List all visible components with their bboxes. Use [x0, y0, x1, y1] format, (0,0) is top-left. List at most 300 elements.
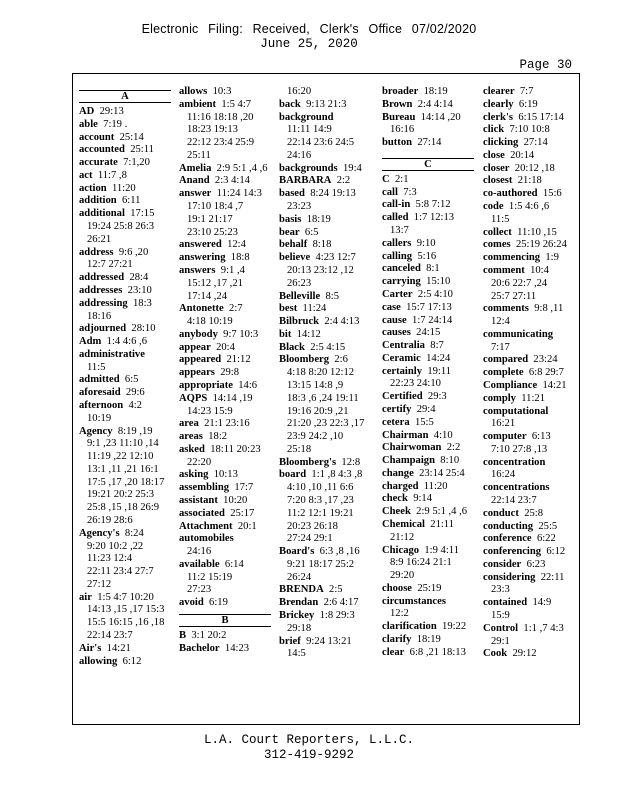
index-entry — [483, 457, 575, 470]
index-entry — [483, 623, 575, 636]
index-entry — [179, 508, 271, 521]
index-references: 1:8 29:3 — [319, 610, 355, 622]
index-references-continued: 26:23 — [287, 277, 312, 289]
index-references-continued: 22:23 24:10 — [390, 378, 441, 390]
index-references: 18:2 — [208, 431, 228, 443]
index-entry — [483, 124, 575, 137]
index-term: avoid — [179, 597, 204, 609]
index-references: 19:4 — [342, 162, 362, 174]
index-entry — [382, 340, 474, 353]
index-entry — [279, 303, 371, 316]
index-references: 1:4 4:6 ,6 — [106, 336, 147, 348]
index-term: comments — [483, 303, 529, 315]
index-references: 3:1 20:2 — [191, 630, 227, 642]
index-references-continued: 16:21 — [491, 418, 516, 430]
index-entry — [483, 252, 575, 265]
index-term: cetera — [382, 416, 410, 428]
index-entry — [382, 353, 474, 366]
index-entry — [483, 533, 575, 546]
index-entry — [382, 327, 474, 340]
index-references: 7:1,20 — [123, 157, 150, 169]
index-term: aforesaid — [79, 387, 121, 399]
index-term: additional — [79, 208, 125, 220]
index-references: 23:14 25:4 — [419, 467, 465, 479]
index-entry — [382, 583, 474, 596]
index-references-continued: 19:1 21:17 — [187, 213, 233, 225]
index-entry — [79, 247, 171, 260]
index-term: Chairwoman — [382, 442, 442, 454]
index-references: 1:5 4:6 ,6 — [508, 201, 550, 213]
index-references: 14:12 — [296, 328, 321, 340]
index-references-continued: 17:5 ,17 ,20 18:17 — [87, 476, 165, 488]
index-references: 2:1 — [394, 173, 409, 185]
index-entry — [483, 175, 575, 188]
index-references-continued: 24:16 — [187, 546, 212, 558]
page-number: Page 30 — [519, 58, 572, 72]
index-term: change — [382, 467, 414, 479]
index-term: associated — [179, 507, 225, 519]
index-term: call — [382, 186, 398, 198]
index-term: Bloomberg — [279, 354, 330, 366]
index-references: 5:8 7:12 — [415, 199, 451, 211]
index-entry — [179, 86, 271, 99]
index-term: AD — [79, 106, 95, 117]
index-term: Centralia — [382, 340, 425, 352]
index-entry — [79, 323, 171, 336]
index-term: areas — [179, 431, 203, 443]
index-term: afternoon — [79, 399, 124, 411]
index-references-continued: 14:13 ,15 ,17 15:3 — [87, 604, 165, 616]
index-term: Antonette — [179, 303, 224, 315]
index-references: 8:24 — [124, 527, 144, 539]
index-term: Carter — [382, 288, 413, 300]
index-term: basis — [279, 213, 302, 225]
index-references-continued: 11:23 12:4 — [87, 553, 133, 565]
index-column-1 — [79, 86, 171, 668]
index-entry — [279, 175, 371, 188]
index-term: appeared — [179, 354, 222, 366]
index-term: automobiles — [179, 533, 234, 545]
index-entry — [179, 521, 271, 534]
index-entry — [483, 406, 575, 419]
index-entry — [483, 367, 575, 380]
index-references: 14:6 — [238, 379, 258, 391]
index-entry — [79, 528, 171, 541]
index-references: 29:6 — [125, 387, 145, 399]
index-references-continued: 12:2 — [390, 608, 409, 620]
index-entry — [279, 112, 371, 125]
index-entry — [382, 519, 474, 532]
index-references-continued: 26:19 28:6 — [87, 515, 133, 526]
index-entry — [279, 227, 371, 240]
index-term: clarification — [382, 621, 437, 633]
index-column-3 — [279, 86, 371, 661]
index-column-5 — [483, 86, 575, 661]
index-references: 2:6 — [334, 354, 348, 366]
index-term: case — [382, 301, 401, 313]
index-entry — [483, 86, 575, 99]
index-entry — [79, 426, 171, 439]
index-references: 29:12 — [512, 648, 537, 660]
index-references-continued: 11:16 18:18 ,20 — [187, 111, 254, 123]
index-references: 19:22 — [442, 621, 467, 633]
index-entry — [483, 648, 575, 661]
index-term: available — [179, 558, 220, 570]
index-entry — [382, 634, 474, 647]
index-term: addresses — [79, 284, 123, 296]
index-term: addressed — [79, 272, 125, 284]
index-term: Brickey — [279, 610, 315, 622]
index-references-continued: 20:6 22:7 ,24 — [491, 277, 548, 289]
index-term: compared — [483, 354, 529, 366]
index-entry — [279, 597, 371, 610]
index-term: Cook — [483, 648, 508, 660]
index-references: 1:1 ,7 4:3 — [523, 622, 564, 634]
index-references: 6:14 — [224, 558, 244, 570]
index-references-continued: 11:2 15:19 — [187, 571, 233, 583]
index-references: 20:1 — [237, 520, 257, 532]
index-column-4 — [382, 86, 474, 660]
index-references: 10:4 — [530, 264, 549, 276]
index-references: 6:23 — [526, 558, 546, 570]
index-references-continued: 11:5 — [87, 361, 106, 373]
index-references-continued: 23:3 — [491, 584, 510, 596]
index-references: 11:21 — [521, 392, 546, 404]
index-references: 8:24 19:13 — [310, 188, 356, 200]
section-letter-heading: A — [79, 90, 171, 103]
index-term: Control — [483, 622, 519, 634]
index-references-continued: 24:16 — [287, 149, 312, 161]
index-references-continued: 14:5 — [287, 648, 306, 660]
index-references-continued: 7:20 8:3 ,17 ,23 — [287, 495, 354, 506]
index-entry — [382, 404, 474, 417]
index-references: 14:21 — [106, 642, 131, 654]
index-references: 7:7 — [519, 86, 534, 97]
index-entry — [79, 183, 171, 196]
index-entry — [483, 239, 575, 252]
index-references: 20:14 — [510, 149, 535, 161]
index-term: Chairman — [382, 429, 429, 441]
index-entry — [79, 643, 171, 656]
index-entry — [483, 559, 575, 572]
index-references: 8:7 — [430, 340, 444, 352]
index-term: broader — [382, 86, 419, 97]
index-references-continued: 16:24 — [491, 469, 516, 481]
index-term: commencing — [483, 252, 541, 264]
index-entry — [179, 239, 271, 252]
index-entry — [382, 238, 474, 251]
index-term: bear — [279, 226, 300, 238]
index-references: 28:4 — [129, 272, 149, 284]
index-references-continued: 22:11 23:4 27:7 — [87, 566, 154, 578]
index-references: 18:19 — [416, 634, 441, 646]
index-references: 29:4 — [416, 403, 436, 415]
footer — [0, 733, 618, 763]
index-references-continued: 7:10 27:8 ,13 — [491, 443, 548, 455]
index-term: Agency — [79, 425, 113, 437]
index-references: 25:11 — [130, 144, 154, 156]
index-references: 25:19 26:24 — [515, 239, 567, 251]
index-references-continued: 23:9 24:2 ,10 — [287, 431, 344, 443]
index-references: 10:20 — [223, 495, 248, 506]
index-entry — [279, 584, 371, 597]
index-references-continued: 16:20 — [287, 86, 312, 97]
index-references: 10:13 — [213, 469, 238, 481]
index-references: 2:4 4:14 — [417, 98, 453, 110]
index-references: 10:3 — [212, 86, 232, 97]
index-references: 21:18 — [517, 175, 542, 187]
index-entry — [483, 137, 575, 150]
index-references: 4:10 — [433, 429, 453, 441]
index-term: Agency's — [79, 527, 120, 539]
index-references: 9:1 ,4 — [220, 264, 245, 276]
index-references-continued: 15:5 16:15 ,16 ,18 — [87, 617, 165, 629]
index-references-continued: 4:18 10:19 — [187, 316, 233, 328]
index-term: appears — [179, 367, 215, 379]
index-entry — [279, 214, 371, 227]
index-entry — [79, 400, 171, 413]
index-term: button — [382, 137, 413, 149]
index-references: 2:9 5:1 ,4 ,6 — [416, 506, 468, 518]
index-entry — [382, 199, 474, 212]
index-references: 7:3 — [403, 186, 417, 198]
index-term: Cheek — [382, 506, 411, 518]
index-references-continued: 29:1 — [491, 635, 510, 647]
index-term: asking — [179, 469, 209, 481]
reporter-phone: 312-419-9292 — [263, 748, 354, 762]
index-entry — [382, 251, 474, 264]
index-references-continued: 7:17 — [491, 341, 510, 353]
index-entry — [483, 546, 575, 559]
index-term: circumstances — [382, 595, 446, 607]
index-term: back — [279, 98, 301, 110]
index-entry — [382, 99, 474, 112]
index-term: Adm — [79, 336, 102, 348]
index-entry — [179, 380, 271, 393]
index-references: 8:1 — [426, 263, 440, 275]
index-references: 28:10 — [131, 323, 156, 335]
index-column-2 — [179, 86, 271, 656]
index-references-continued: 17:14 ,24 — [187, 290, 228, 302]
index-term: computational — [483, 405, 549, 417]
index-term: behalf — [279, 239, 308, 251]
index-references-continued: 25:8 ,15 ,18 26:9 — [87, 502, 160, 514]
index-term: click — [483, 124, 505, 136]
index-entry — [382, 545, 474, 558]
index-entry — [483, 99, 575, 112]
index-entry — [179, 482, 271, 495]
index-entry — [79, 285, 171, 298]
index-entry — [179, 367, 271, 380]
index-references: 18:8 — [230, 252, 250, 264]
index-references-continued: 20:23 26:18 — [287, 520, 338, 532]
index-term: account — [79, 131, 115, 143]
index-entry — [279, 316, 371, 329]
index-references-continued: 25:18 — [287, 443, 312, 455]
index-entry — [483, 303, 575, 316]
index-entry — [279, 329, 371, 342]
index-references: 17:7 — [234, 482, 254, 494]
index-references: 18:11 20:23 — [210, 443, 261, 455]
index-entry — [382, 506, 474, 519]
index-references: 11:20 — [423, 480, 448, 492]
index-references: 6:5 — [304, 226, 319, 238]
index-references-continued: 25:11 — [187, 149, 211, 161]
word-index-box — [72, 73, 580, 725]
index-term: appropriate — [179, 379, 233, 391]
index-entry — [382, 481, 474, 494]
index-entry — [483, 201, 575, 214]
index-term: co-authored — [483, 188, 538, 200]
index-references: 25:5 — [538, 520, 558, 532]
index-references-continued: 11:5 — [491, 213, 510, 225]
index-references: 19:11 — [427, 365, 452, 377]
index-term: accounted — [79, 144, 125, 156]
index-references: 18:19 — [306, 213, 331, 225]
index-entry — [279, 636, 371, 649]
index-references: 1:9 4:11 — [424, 544, 460, 556]
index-term: answering — [179, 252, 226, 264]
index-entry — [483, 112, 575, 125]
index-references: 20:12 ,18 — [514, 162, 555, 174]
index-references: 2:9 5:1 ,4 ,6 — [216, 162, 268, 174]
index-entry — [179, 643, 271, 656]
index-references-continued: 17:10 18:4 ,7 — [187, 201, 244, 213]
index-entry — [382, 468, 474, 481]
index-term: close — [483, 149, 505, 161]
index-entry — [382, 302, 474, 315]
index-references: 7:19 . — [103, 118, 128, 130]
index-entry — [79, 656, 171, 669]
index-entry — [179, 303, 271, 316]
section-spacer — [382, 150, 474, 154]
index-entry — [382, 391, 474, 404]
index-references-continued: 21:20 ,23 22:3 ,17 — [287, 418, 365, 430]
index-term: Air's — [79, 642, 102, 654]
index-term: canceled — [382, 263, 421, 275]
index-references: 29:8 — [220, 367, 240, 379]
index-term: allowing — [79, 655, 118, 667]
index-references: 15:5 — [414, 416, 434, 428]
transcript-date: June 25, 2020 — [260, 37, 358, 51]
index-term: Amelia — [179, 162, 212, 174]
index-entry — [382, 417, 474, 430]
index-references: 4:2 — [128, 399, 142, 411]
index-term: C — [382, 173, 390, 185]
index-term: callers — [382, 237, 412, 249]
index-term: conducting — [483, 520, 534, 532]
index-references: 2:5 — [329, 584, 343, 596]
index-term: Brendan — [279, 597, 319, 609]
index-references: 1:1 ,8 4:3 ,8 — [311, 469, 363, 481]
index-entry — [179, 597, 271, 610]
index-term: address — [79, 246, 114, 258]
index-entry — [483, 380, 575, 393]
index-references: 15:6 — [542, 188, 562, 200]
index-entry — [179, 630, 271, 643]
index-term: backgrounds — [279, 162, 338, 174]
index-term: background — [279, 111, 334, 123]
index-term: clicking — [483, 137, 519, 149]
index-term: Attachment — [179, 520, 233, 532]
index-entry — [79, 272, 171, 285]
index-term: comply — [483, 392, 516, 404]
index-term: allows — [179, 86, 208, 97]
index-references: 14:14 ,19 — [212, 392, 253, 404]
index-references: 21:1 23:16 — [204, 418, 250, 430]
index-term: conduct — [483, 507, 519, 519]
index-entry — [79, 298, 171, 311]
index-term: call-in — [382, 199, 411, 211]
index-entry — [279, 546, 371, 559]
index-references: 6:22 — [536, 533, 556, 545]
index-references-continued: 9:1 ,23 11:10 ,14 — [87, 438, 159, 450]
index-references: 2:2 — [336, 175, 351, 187]
index-entry — [483, 354, 575, 367]
index-term: conferencing — [483, 546, 542, 558]
index-term: clear — [382, 646, 405, 658]
index-entry — [382, 187, 474, 200]
index-term: check — [382, 493, 408, 505]
index-references: 6:19 — [518, 98, 538, 110]
index-entry — [382, 263, 474, 276]
index-references: 5:16 — [417, 250, 437, 262]
index-references-continued: 9:21 18:17 25:2 — [287, 558, 355, 570]
index-references: 6:3 ,8 ,16 — [319, 546, 360, 558]
index-entry — [483, 265, 575, 278]
index-term: causes — [382, 327, 411, 339]
index-references: 8:18 — [312, 239, 332, 251]
index-references: 25:8 — [524, 507, 544, 519]
index-references: 18:19 — [423, 86, 448, 97]
index-references-continued: 23:10 25:23 — [187, 226, 238, 238]
index-references: 20:4 — [216, 341, 235, 353]
index-references: 9:6 ,20 — [118, 246, 149, 258]
index-references-continued: 27:23 — [187, 584, 212, 596]
index-term: asked — [179, 443, 205, 455]
index-references: 15:10 — [426, 276, 451, 288]
index-entry — [483, 521, 575, 534]
index-term: Belleville — [279, 290, 321, 302]
index-term: believe — [279, 252, 311, 264]
index-term: clearer — [483, 86, 515, 97]
index-entry — [279, 252, 371, 265]
index-term: assembling — [179, 482, 230, 494]
index-entry — [382, 276, 474, 289]
index-references: 6:12 — [122, 655, 142, 667]
index-term: addition — [79, 195, 117, 207]
index-references-continued: 12:7 27:21 — [87, 259, 133, 271]
index-entry — [179, 495, 271, 508]
index-term: concentration — [483, 456, 546, 468]
index-references: 11:20 — [111, 182, 136, 194]
index-term: concentrations — [483, 482, 550, 494]
index-references: 2:5 4:15 — [310, 341, 346, 353]
index-entry — [382, 366, 474, 379]
index-entry — [483, 188, 575, 201]
index-references: 6:13 — [531, 431, 551, 443]
index-term: communicating — [483, 328, 554, 340]
index-term: assistant — [179, 495, 218, 506]
index-term: brief — [279, 635, 301, 647]
index-term: Bloomberg's — [279, 456, 337, 468]
index-term: Bureau — [382, 111, 416, 123]
index-term: closer — [483, 162, 510, 174]
index-entry — [79, 170, 171, 183]
index-term: able — [79, 118, 98, 130]
index-entry — [179, 342, 271, 355]
index-term: best — [279, 303, 298, 315]
